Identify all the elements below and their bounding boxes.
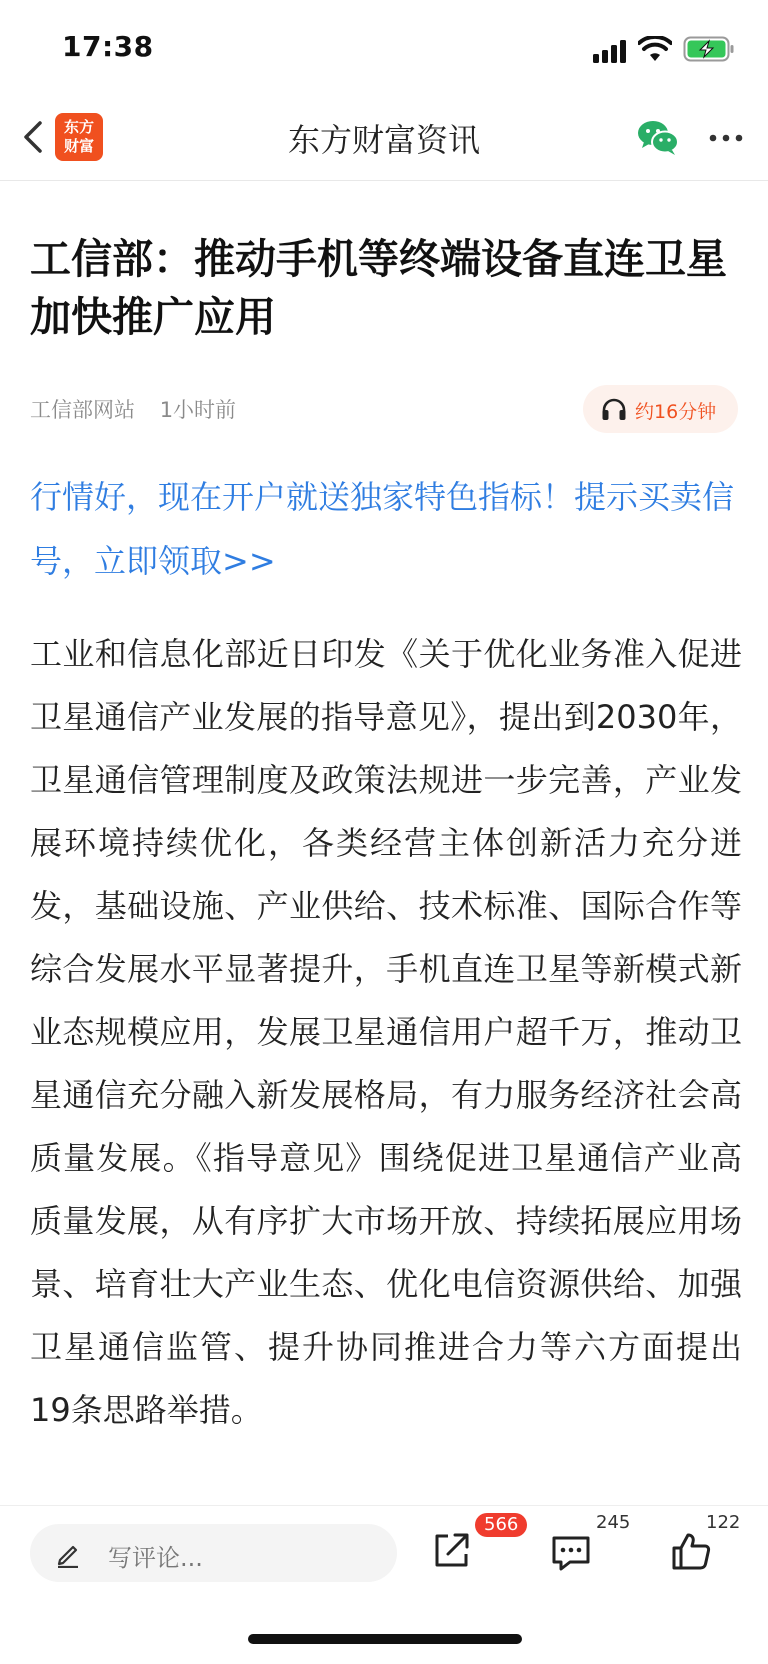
- promo-account-link[interactable]: 行情好，现在开户就送独家特色指标！提示买卖信号，立即领取>>: [30, 478, 735, 580]
- nav-bar: [0, 95, 768, 181]
- home-indicator: [248, 1634, 522, 1644]
- wechat-share-icon[interactable]: [636, 117, 680, 157]
- logo-text-line2: 财富: [63, 137, 94, 155]
- page-title: 东方财富资讯: [287, 121, 480, 159]
- comment-placeholder: 写评论...: [108, 1544, 203, 1572]
- pen-icon: [54, 1540, 82, 1568]
- cellular-signal-icon: [593, 39, 629, 63]
- share-icon[interactable]: [432, 1530, 472, 1570]
- logo-text-line1: 东方: [63, 118, 94, 136]
- like-count: 122: [706, 1512, 741, 1533]
- share-count-badge: 566: [475, 1513, 527, 1537]
- article-body: 工业和信息化部近日印发《关于优化业务准入促进卫星通信产业发展的指导意见》，提出到2030年，卫星通信管理制度及政策法规进一步完善，产业发展环境持续优化，各类经营主体创新活力充分迸发，基础设施、产业供给、技术标准、国际合作等综合发展水平显著提升，手机直连卫星等新模式新业态规模应用，发展卫星通信用户超千万，推动卫星通信充分融入新发展格局，有力服务经济社会高质量发展。《指导意见》围绕促进卫星通信产业高质量发展，从有序扩大市场开放、持续拓展应用场景、培育壮大产业生态、优化电信资源供给、加强卫星通信监管、提升协同推进合力等六方面提出19条思路举措。: [30, 635, 742, 1429]
- comment-icon[interactable]: [550, 1534, 592, 1572]
- listen-duration-label: 约16分钟: [635, 401, 717, 423]
- status-time: 17:38: [62, 30, 154, 63]
- comment-count: 245: [596, 1512, 631, 1533]
- article-source: 工信部网站: [30, 398, 135, 422]
- article-time: 1小时前: [159, 398, 237, 422]
- listen-audio-button[interactable]: [583, 385, 738, 433]
- thumbs-up-icon[interactable]: [670, 1530, 712, 1572]
- status-bar: [0, 0, 768, 95]
- battery-charging-icon: [683, 36, 735, 62]
- wifi-icon: [638, 36, 672, 62]
- comment-input[interactable]: [30, 1524, 397, 1582]
- more-options-icon[interactable]: [708, 133, 744, 143]
- headphone-icon: [601, 397, 627, 421]
- article-headline: 工信部：推动手机等终端设备直连卫星加快推广应用: [30, 235, 727, 341]
- article-meta: [30, 394, 236, 424]
